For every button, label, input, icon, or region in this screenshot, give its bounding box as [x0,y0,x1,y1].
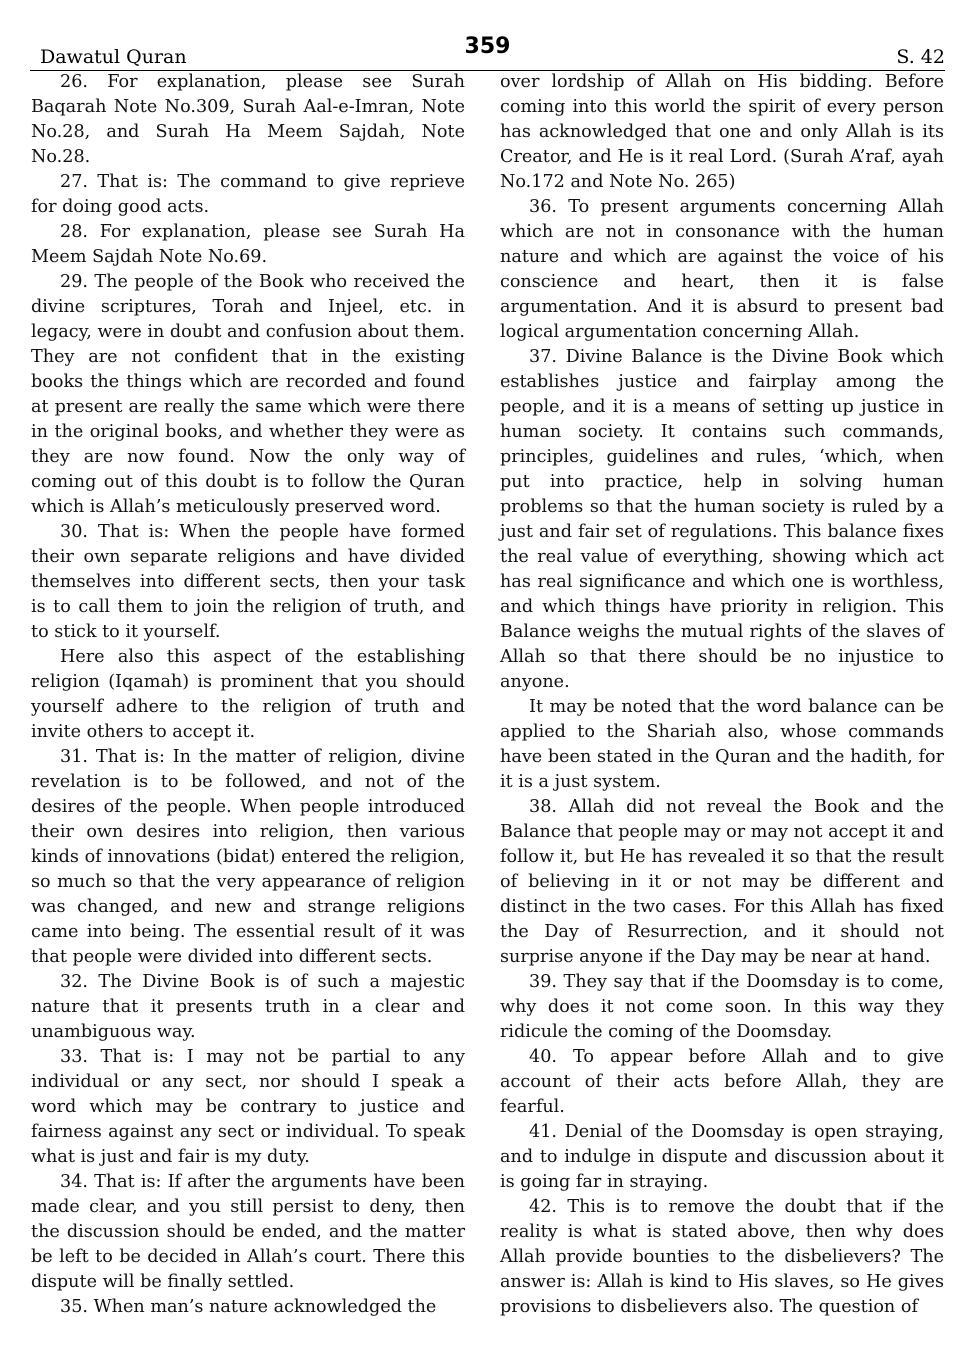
note-paragraph: 35. When man’s nature acknowledged the [60,1297,437,1317]
left-column [31,70,465,1320]
note-paragraph: 34. That is: If after the arguments have been made clear, and you still persist to deny, then the discussion should be ended, and the matter be left to be decided in Allah’s court. There this dispute will be finally settled. [31,1172,465,1292]
note-paragraph: 39. They say that if the Doomsday is to come, why does it not come soon. In this way they ridicule the coming of the Doomsday. [500,972,944,1042]
note-paragraph: 41. Denial of the Doomsday is open straying, and to indulge in dispute and discussion about it is going far in straying. [500,1122,944,1192]
surah-label: S. 42 [896,46,945,68]
note-paragraph: 26. For explanation, please see Surah Baqarah Note No.309, Surah Aal-e-Imran, Note No.28, and Surah Ha Meem Sajdah, Note No.28. [31,72,465,167]
note-paragraph: 40. To appear before Allah and to give account of their acts before Allah, they are fearful. [500,1047,944,1117]
note-paragraph: 28. For explanation, please see Surah Ha Meem Sajdah Note No.69. [31,222,465,267]
note-paragraph: It may be noted that the word balance can be applied to the Shariah also, whose commands have been stated in the Quran and the hadith, for it is a just system. [500,697,944,792]
page-header [30,36,945,71]
note-paragraph: 42. This is to remove the doubt that if the reality is what is stated above, then why does Allah provide bounties to the disbelievers? The answer is: Allah is kind to His slaves, so He gives provisions to disbelievers also. The question of [500,1197,944,1317]
note-paragraph: 37. Divine Balance is the Divine Book which establishes justice and fairplay among the people, and it is a means of setting up justice in human society. It contains such commands, principles, guidelines and rules, ‘which, when put into practice, help in solving human problems so that the human society is ruled by a just and fair set of regulations. This balance fixes the real value of everything, showing which act has real significance and which one is worthless, and which things have priority in religion. This Balance weighs the mutual rights of the slaves of Allah so that there should be no injustice to anyone. [500,347,944,692]
note-paragraph: 33. That is: I may not be partial to any individual or any sect, nor should I speak a word which may be contrary to justice and fairness against any sect or individual. To speak what is just and fair is my duty. [31,1047,465,1167]
note-paragraph: 29. The people of the Book who received the divine scriptures, Torah and Injeel, etc. in legacy, were in doubt and confusion about them. They are not confident that in the existing books the things which are recorded and found at present are really the same which were there in the original books, and whether they were as they are now found. Now the only way of coming out of this doubt is to follow the Quran which is Allah’s meticulously preserved word. [31,272,465,517]
note-paragraph: 38. Allah did not reveal the Book and the Balance that people may or may not accept it and follow it, but He has revealed it so that the result of believing in it or not may be different and distinct in the two cases. For this Allah has fixed the Day of Resurrection, and it should not surprise anyone if the Day may be near at hand. [500,797,944,967]
note-paragraph: Here also this aspect of the establishing religion (Iqamah) is prominent that you should yourself adhere to the religion of truth and invite others to accept it. [31,647,465,742]
book-title: Dawatul Quran [40,46,187,68]
note-paragraph: over lordship of Allah on His bidding. Before coming into this world the spirit of every person has acknowledged that one and only Allah is its Creator, and He is it real Lord. (Surah A’raf, ayah No.172 and Note No. 265) [500,72,944,192]
note-paragraph: 30. That is: When the people have formed their own separate religions and have divided themselves into different sects, then your task is to call them to join the religion of truth, and to stick to it yourself. [31,522,465,642]
note-paragraph: 31. That is: In the matter of religion, divine revelation is to be followed, and not of the desires of the people. When people introduced their own desires into religion, then various kinds of innovations (bidat) entered the religion, so much so that the very appearance of religion was changed, and new and strange religions came into being. The essential result of it was that people were divided into different sects. [31,747,465,967]
note-paragraph: 36. To present arguments concerning Allah which are not in consonance with the human nature and which are against the voice of his conscience and heart, then it is false argumentation. And it is absurd to present bad logical argumentation concerning Allah. [500,197,944,342]
right-column [500,70,944,1320]
note-paragraph: 32. The Divine Book is of such a majestic nature that it presents truth in a clear and unambiguous way. [31,972,465,1042]
note-paragraph: 27. That is: The command to give reprieve for doing good acts. [31,172,465,217]
page-number: 359 [464,34,511,59]
